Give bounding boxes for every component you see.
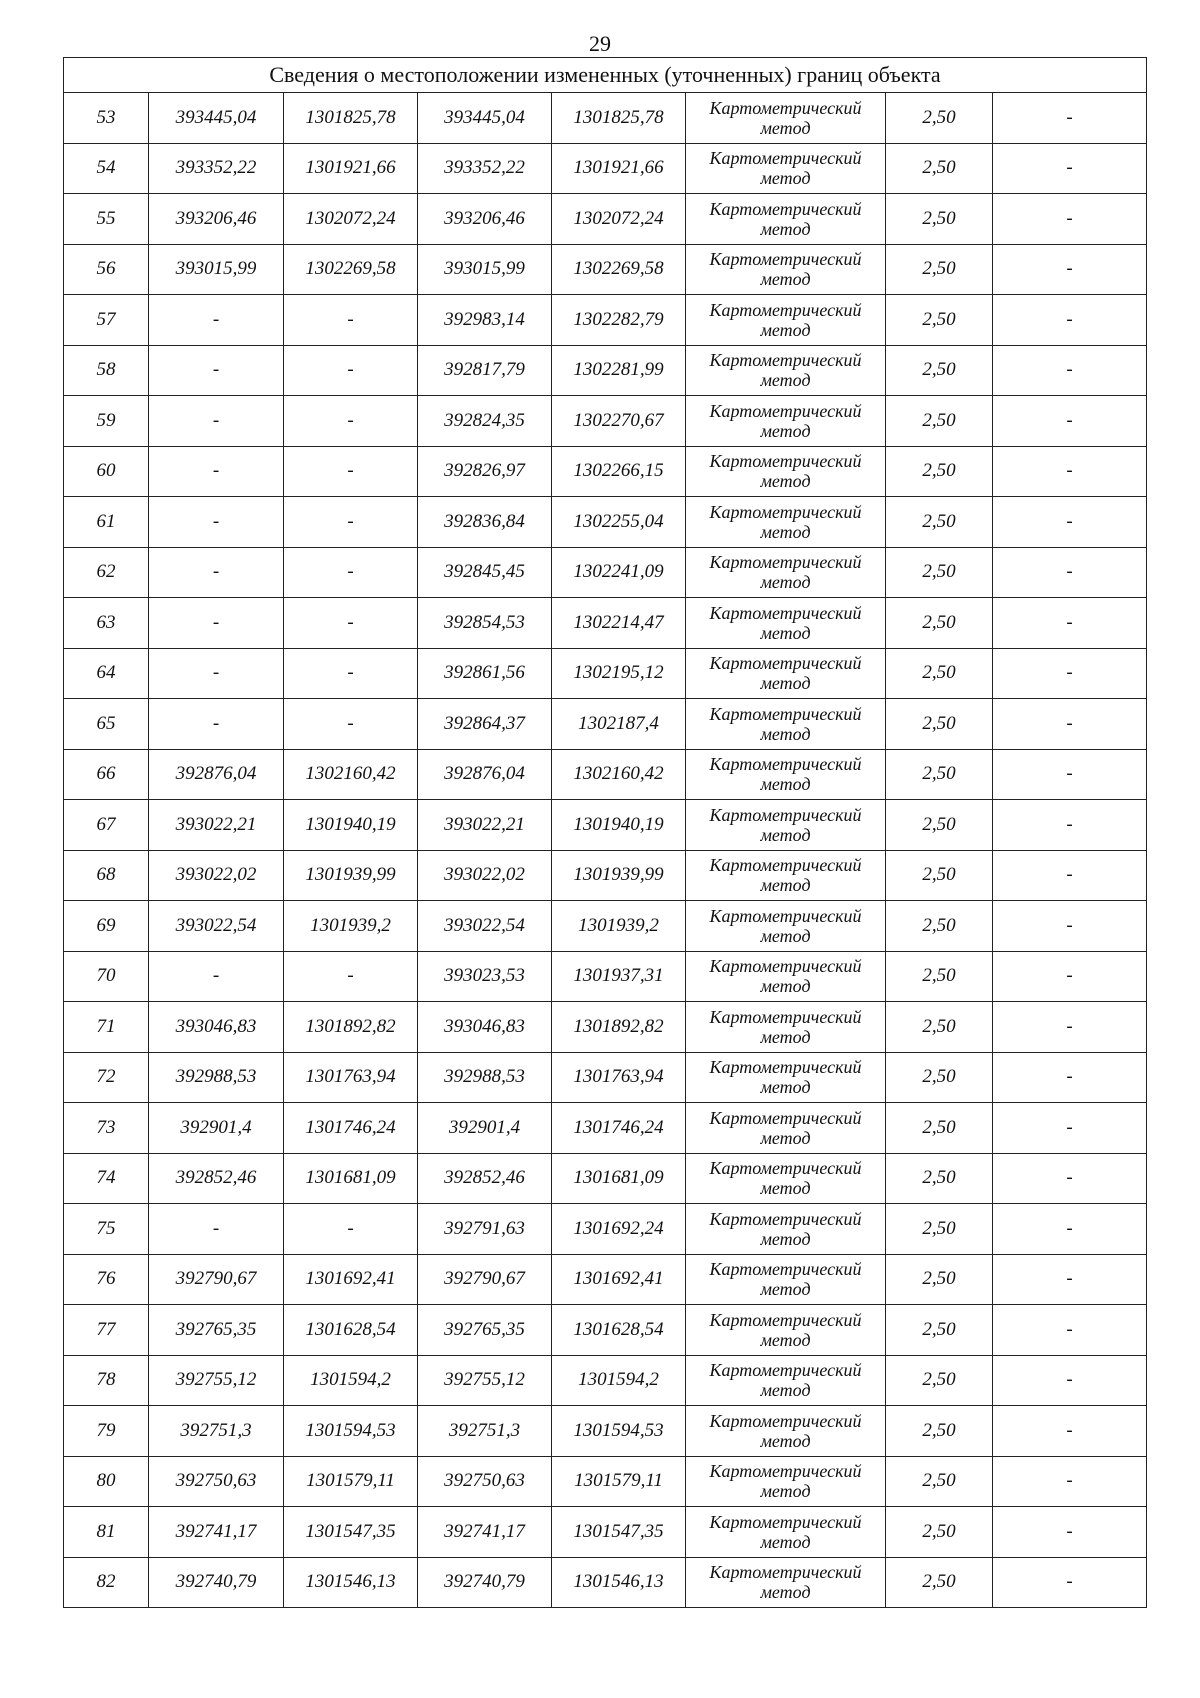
- refined-y-cell: 1302214,47: [552, 598, 686, 649]
- note-cell: -: [993, 598, 1147, 649]
- method-cell: Картометрический метод: [686, 901, 886, 952]
- point-number-cell: 75: [64, 1204, 149, 1255]
- existing-x-cell: -: [149, 648, 284, 699]
- method-cell: Картометрический метод: [686, 699, 886, 750]
- table-row: [64, 1153, 1147, 1204]
- existing-y-cell: -: [284, 699, 418, 750]
- refined-x-cell: 392750,63: [418, 1456, 552, 1507]
- refined-y-cell: 1301594,2: [552, 1355, 686, 1406]
- existing-y-cell: -: [284, 648, 418, 699]
- note-cell: -: [993, 547, 1147, 598]
- existing-y-cell: 1301546,13: [284, 1557, 418, 1608]
- point-number-cell: 70: [64, 951, 149, 1002]
- method-cell: Картометрический метод: [686, 749, 886, 800]
- table-row: [64, 1557, 1147, 1608]
- accuracy-cell: 2,50: [886, 1557, 993, 1608]
- method-cell: Картометрический метод: [686, 1305, 886, 1356]
- note-cell: -: [993, 446, 1147, 497]
- accuracy-cell: 2,50: [886, 1153, 993, 1204]
- refined-x-cell: 392901,4: [418, 1103, 552, 1154]
- refined-x-cell: 392988,53: [418, 1052, 552, 1103]
- accuracy-cell: 2,50: [886, 1456, 993, 1507]
- existing-x-cell: 393046,83: [149, 1002, 284, 1053]
- refined-x-cell: 392755,12: [418, 1355, 552, 1406]
- existing-x-cell: 393352,22: [149, 143, 284, 194]
- method-cell: Картометрический метод: [686, 1052, 886, 1103]
- point-number-cell: 64: [64, 648, 149, 699]
- refined-x-cell: 392741,17: [418, 1507, 552, 1558]
- accuracy-cell: 2,50: [886, 244, 993, 295]
- point-number-cell: 58: [64, 345, 149, 396]
- existing-x-cell: -: [149, 396, 284, 447]
- table-row: [64, 850, 1147, 901]
- table-row: [64, 699, 1147, 750]
- table-row: [64, 1456, 1147, 1507]
- point-number-cell: 61: [64, 497, 149, 548]
- refined-y-cell: 1301692,24: [552, 1204, 686, 1255]
- refined-x-cell: 392836,84: [418, 497, 552, 548]
- note-cell: -: [993, 244, 1147, 295]
- accuracy-cell: 2,50: [886, 1507, 993, 1558]
- point-number-cell: 77: [64, 1305, 149, 1356]
- method-cell: Картометрический метод: [686, 1103, 886, 1154]
- existing-y-cell: 1302269,58: [284, 244, 418, 295]
- accuracy-cell: 2,50: [886, 749, 993, 800]
- point-number-cell: 69: [64, 901, 149, 952]
- note-cell: -: [993, 143, 1147, 194]
- refined-y-cell: 1301628,54: [552, 1305, 686, 1356]
- note-cell: -: [993, 1103, 1147, 1154]
- table-row: [64, 598, 1147, 649]
- refined-x-cell: 393022,21: [418, 800, 552, 851]
- existing-y-cell: 1301921,66: [284, 143, 418, 194]
- page-number: 29: [589, 31, 611, 56]
- refined-x-cell: 393022,54: [418, 901, 552, 952]
- accuracy-cell: 2,50: [886, 648, 993, 699]
- existing-y-cell: -: [284, 951, 418, 1002]
- method-cell: Картометрический метод: [686, 800, 886, 851]
- refined-y-cell: 1301546,13: [552, 1557, 686, 1608]
- method-cell: Картометрический метод: [686, 497, 886, 548]
- note-cell: -: [993, 1456, 1147, 1507]
- refined-x-cell: 393023,53: [418, 951, 552, 1002]
- table-row: [64, 143, 1147, 194]
- refined-x-cell: 392824,35: [418, 396, 552, 447]
- existing-y-cell: 1301825,78: [284, 93, 418, 144]
- existing-x-cell: 392988,53: [149, 1052, 284, 1103]
- refined-y-cell: 1302187,4: [552, 699, 686, 750]
- table-title-row: [64, 58, 1147, 93]
- accuracy-cell: 2,50: [886, 1204, 993, 1255]
- note-cell: -: [993, 345, 1147, 396]
- note-cell: -: [993, 1406, 1147, 1457]
- existing-x-cell: 392755,12: [149, 1355, 284, 1406]
- refined-x-cell: 392791,63: [418, 1204, 552, 1255]
- method-cell: Картометрический метод: [686, 1456, 886, 1507]
- note-cell: -: [993, 648, 1147, 699]
- existing-x-cell: 392740,79: [149, 1557, 284, 1608]
- method-cell: Картометрический метод: [686, 1153, 886, 1204]
- refined-y-cell: 1301892,82: [552, 1002, 686, 1053]
- accuracy-cell: 2,50: [886, 396, 993, 447]
- method-cell: Картометрический метод: [686, 1557, 886, 1608]
- point-number-cell: 60: [64, 446, 149, 497]
- accuracy-cell: 2,50: [886, 901, 993, 952]
- method-cell: Картометрический метод: [686, 295, 886, 346]
- table-row: [64, 1254, 1147, 1305]
- refined-x-cell: 393015,99: [418, 244, 552, 295]
- point-number-cell: 63: [64, 598, 149, 649]
- existing-x-cell: 392852,46: [149, 1153, 284, 1204]
- existing-y-cell: 1302160,42: [284, 749, 418, 800]
- existing-y-cell: 1301579,11: [284, 1456, 418, 1507]
- table-row: [64, 295, 1147, 346]
- table-row: [64, 1355, 1147, 1406]
- note-cell: -: [993, 1557, 1147, 1608]
- table-row: [64, 497, 1147, 548]
- table-row: [64, 1406, 1147, 1457]
- refined-y-cell: 1302269,58: [552, 244, 686, 295]
- refined-x-cell: 393046,83: [418, 1002, 552, 1053]
- refined-x-cell: 392861,56: [418, 648, 552, 699]
- existing-x-cell: 393206,46: [149, 194, 284, 245]
- table-row: [64, 1103, 1147, 1154]
- note-cell: -: [993, 396, 1147, 447]
- accuracy-cell: 2,50: [886, 951, 993, 1002]
- refined-x-cell: 393352,22: [418, 143, 552, 194]
- note-cell: -: [993, 1305, 1147, 1356]
- table-row: [64, 93, 1147, 144]
- refined-y-cell: 1301939,99: [552, 850, 686, 901]
- accuracy-cell: 2,50: [886, 1002, 993, 1053]
- refined-y-cell: 1301940,19: [552, 800, 686, 851]
- refined-x-cell: 393022,02: [418, 850, 552, 901]
- existing-x-cell: -: [149, 446, 284, 497]
- note-cell: -: [993, 850, 1147, 901]
- refined-x-cell: 392852,46: [418, 1153, 552, 1204]
- note-cell: -: [993, 749, 1147, 800]
- method-cell: Картометрический метод: [686, 244, 886, 295]
- refined-y-cell: 1301692,41: [552, 1254, 686, 1305]
- table-row: [64, 396, 1147, 447]
- method-cell: Картометрический метод: [686, 396, 886, 447]
- table-row: [64, 446, 1147, 497]
- existing-y-cell: -: [284, 396, 418, 447]
- existing-y-cell: 1301681,09: [284, 1153, 418, 1204]
- note-cell: -: [993, 194, 1147, 245]
- accuracy-cell: 2,50: [886, 1052, 993, 1103]
- point-number-cell: 55: [64, 194, 149, 245]
- refined-y-cell: 1302282,79: [552, 295, 686, 346]
- existing-x-cell: 392790,67: [149, 1254, 284, 1305]
- method-cell: Картометрический метод: [686, 93, 886, 144]
- note-cell: -: [993, 1254, 1147, 1305]
- refined-y-cell: 1301763,94: [552, 1052, 686, 1103]
- existing-y-cell: -: [284, 446, 418, 497]
- refined-y-cell: 1301937,31: [552, 951, 686, 1002]
- refined-y-cell: 1301594,53: [552, 1406, 686, 1457]
- accuracy-cell: 2,50: [886, 800, 993, 851]
- existing-x-cell: -: [149, 598, 284, 649]
- point-number-cell: 62: [64, 547, 149, 598]
- refined-x-cell: 392751,3: [418, 1406, 552, 1457]
- refined-y-cell: 1302266,15: [552, 446, 686, 497]
- existing-x-cell: -: [149, 295, 284, 346]
- refined-x-cell: 392740,79: [418, 1557, 552, 1608]
- point-number-cell: 53: [64, 93, 149, 144]
- method-cell: Картометрический метод: [686, 446, 886, 497]
- existing-x-cell: 393022,21: [149, 800, 284, 851]
- accuracy-cell: 2,50: [886, 93, 993, 144]
- accuracy-cell: 2,50: [886, 1305, 993, 1356]
- existing-x-cell: 393445,04: [149, 93, 284, 144]
- existing-x-cell: 392901,4: [149, 1103, 284, 1154]
- table-row: [64, 547, 1147, 598]
- note-cell: -: [993, 800, 1147, 851]
- existing-y-cell: 1301892,82: [284, 1002, 418, 1053]
- existing-y-cell: -: [284, 345, 418, 396]
- existing-y-cell: 1301939,2: [284, 901, 418, 952]
- point-number-cell: 74: [64, 1153, 149, 1204]
- refined-y-cell: 1302270,67: [552, 396, 686, 447]
- method-cell: Картометрический метод: [686, 1355, 886, 1406]
- table-row: [64, 1052, 1147, 1103]
- method-cell: Картометрический метод: [686, 194, 886, 245]
- refined-x-cell: 392876,04: [418, 749, 552, 800]
- existing-x-cell: 393015,99: [149, 244, 284, 295]
- table-row: [64, 951, 1147, 1002]
- accuracy-cell: 2,50: [886, 1355, 993, 1406]
- existing-x-cell: 392750,63: [149, 1456, 284, 1507]
- refined-x-cell: 392864,37: [418, 699, 552, 750]
- refined-x-cell: 392790,67: [418, 1254, 552, 1305]
- existing-y-cell: 1301594,53: [284, 1406, 418, 1457]
- refined-x-cell: 392983,14: [418, 295, 552, 346]
- existing-y-cell: -: [284, 1204, 418, 1255]
- refined-y-cell: 1301579,11: [552, 1456, 686, 1507]
- method-cell: Картометрический метод: [686, 1406, 886, 1457]
- accuracy-cell: 2,50: [886, 345, 993, 396]
- accuracy-cell: 2,50: [886, 497, 993, 548]
- existing-x-cell: 392751,3: [149, 1406, 284, 1457]
- point-number-cell: 76: [64, 1254, 149, 1305]
- point-number-cell: 67: [64, 800, 149, 851]
- note-cell: -: [993, 1507, 1147, 1558]
- existing-x-cell: 393022,02: [149, 850, 284, 901]
- method-cell: Картометрический метод: [686, 951, 886, 1002]
- accuracy-cell: 2,50: [886, 850, 993, 901]
- existing-x-cell: 392765,35: [149, 1305, 284, 1356]
- point-number-cell: 68: [64, 850, 149, 901]
- refined-y-cell: 1302281,99: [552, 345, 686, 396]
- table-row: [64, 345, 1147, 396]
- method-cell: Картометрический метод: [686, 345, 886, 396]
- note-cell: -: [993, 1002, 1147, 1053]
- note-cell: -: [993, 951, 1147, 1002]
- refined-y-cell: 1301825,78: [552, 93, 686, 144]
- table-row: [64, 1507, 1147, 1558]
- refined-y-cell: 1302072,24: [552, 194, 686, 245]
- table-row: [64, 1204, 1147, 1255]
- note-cell: -: [993, 93, 1147, 144]
- table-row: [64, 749, 1147, 800]
- refined-y-cell: 1301939,2: [552, 901, 686, 952]
- refined-y-cell: 1301681,09: [552, 1153, 686, 1204]
- existing-y-cell: -: [284, 295, 418, 346]
- method-cell: Картометрический метод: [686, 598, 886, 649]
- accuracy-cell: 2,50: [886, 1406, 993, 1457]
- note-cell: -: [993, 1355, 1147, 1406]
- point-number-cell: 54: [64, 143, 149, 194]
- table-row: [64, 1305, 1147, 1356]
- method-cell: Картометрический метод: [686, 1002, 886, 1053]
- refined-x-cell: 392854,53: [418, 598, 552, 649]
- existing-x-cell: -: [149, 497, 284, 548]
- table-row: [64, 648, 1147, 699]
- accuracy-cell: 2,50: [886, 295, 993, 346]
- method-cell: Картометрический метод: [686, 143, 886, 194]
- point-number-cell: 71: [64, 1002, 149, 1053]
- existing-y-cell: 1301594,2: [284, 1355, 418, 1406]
- table-row: [64, 901, 1147, 952]
- existing-y-cell: 1301746,24: [284, 1103, 418, 1154]
- existing-x-cell: -: [149, 951, 284, 1002]
- existing-y-cell: 1301628,54: [284, 1305, 418, 1356]
- method-cell: Картометрический метод: [686, 850, 886, 901]
- existing-x-cell: -: [149, 547, 284, 598]
- method-cell: Картометрический метод: [686, 1204, 886, 1255]
- accuracy-cell: 2,50: [886, 194, 993, 245]
- note-cell: -: [993, 901, 1147, 952]
- accuracy-cell: 2,50: [886, 699, 993, 750]
- existing-x-cell: 393022,54: [149, 901, 284, 952]
- existing-y-cell: 1301547,35: [284, 1507, 418, 1558]
- point-number-cell: 82: [64, 1557, 149, 1608]
- point-number-cell: 78: [64, 1355, 149, 1406]
- refined-x-cell: 392765,35: [418, 1305, 552, 1356]
- refined-y-cell: 1301921,66: [552, 143, 686, 194]
- existing-y-cell: -: [284, 497, 418, 548]
- existing-x-cell: 392741,17: [149, 1507, 284, 1558]
- refined-x-cell: 392817,79: [418, 345, 552, 396]
- refined-x-cell: 393206,46: [418, 194, 552, 245]
- point-number-cell: 66: [64, 749, 149, 800]
- existing-y-cell: 1301940,19: [284, 800, 418, 851]
- refined-y-cell: 1302160,42: [552, 749, 686, 800]
- note-cell: -: [993, 1052, 1147, 1103]
- existing-y-cell: 1301939,99: [284, 850, 418, 901]
- refined-x-cell: 392826,97: [418, 446, 552, 497]
- table-row: [64, 800, 1147, 851]
- note-cell: -: [993, 295, 1147, 346]
- existing-y-cell: 1301763,94: [284, 1052, 418, 1103]
- refined-y-cell: 1301746,24: [552, 1103, 686, 1154]
- refined-y-cell: 1302195,12: [552, 648, 686, 699]
- existing-x-cell: -: [149, 699, 284, 750]
- table-row: [64, 244, 1147, 295]
- accuracy-cell: 2,50: [886, 1103, 993, 1154]
- method-cell: Картометрический метод: [686, 547, 886, 598]
- point-number-cell: 59: [64, 396, 149, 447]
- table-row: [64, 1002, 1147, 1053]
- refined-y-cell: 1302255,04: [552, 497, 686, 548]
- point-number-cell: 72: [64, 1052, 149, 1103]
- table-row: [64, 194, 1147, 245]
- note-cell: -: [993, 497, 1147, 548]
- point-number-cell: 81: [64, 1507, 149, 1558]
- method-cell: Картометрический метод: [686, 1254, 886, 1305]
- refined-y-cell: 1302241,09: [552, 547, 686, 598]
- existing-y-cell: -: [284, 547, 418, 598]
- table-title: Сведения о местоположении измененных (уточненных) границ объекта: [64, 58, 1147, 93]
- existing-y-cell: 1302072,24: [284, 194, 418, 245]
- method-cell: Картометрический метод: [686, 1507, 886, 1558]
- point-number-cell: 79: [64, 1406, 149, 1457]
- accuracy-cell: 2,50: [886, 1254, 993, 1305]
- existing-x-cell: -: [149, 345, 284, 396]
- existing-x-cell: -: [149, 1204, 284, 1255]
- existing-y-cell: -: [284, 598, 418, 649]
- point-number-cell: 57: [64, 295, 149, 346]
- point-number-cell: 73: [64, 1103, 149, 1154]
- existing-y-cell: 1301692,41: [284, 1254, 418, 1305]
- accuracy-cell: 2,50: [886, 143, 993, 194]
- point-number-cell: 56: [64, 244, 149, 295]
- accuracy-cell: 2,50: [886, 547, 993, 598]
- refined-y-cell: 1301547,35: [552, 1507, 686, 1558]
- point-number-cell: 80: [64, 1456, 149, 1507]
- note-cell: -: [993, 699, 1147, 750]
- note-cell: -: [993, 1204, 1147, 1255]
- method-cell: Картометрический метод: [686, 648, 886, 699]
- refined-x-cell: 393445,04: [418, 93, 552, 144]
- point-number-cell: 65: [64, 699, 149, 750]
- accuracy-cell: 2,50: [886, 598, 993, 649]
- existing-x-cell: 392876,04: [149, 749, 284, 800]
- accuracy-cell: 2,50: [886, 446, 993, 497]
- refined-x-cell: 392845,45: [418, 547, 552, 598]
- note-cell: -: [993, 1153, 1147, 1204]
- boundary-coordinates-table: [63, 57, 1147, 1608]
